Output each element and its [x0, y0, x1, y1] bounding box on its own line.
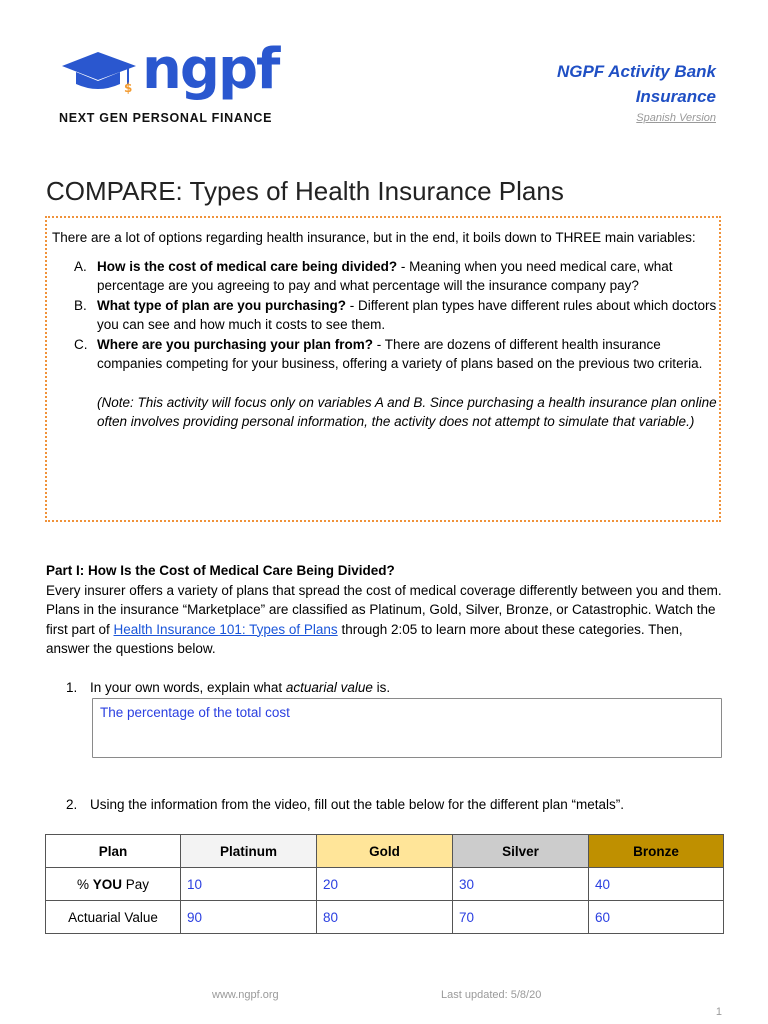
answer-text: The percentage of the total cost [100, 705, 290, 720]
activity-bank-title: NGPF Activity Bank [556, 62, 716, 81]
page-title: COMPARE: Types of Health Insurance Plans [46, 176, 564, 206]
intro-lead: There are a lot of options regarding health insurance, but in the end, it boils down to THREE main variables: [52, 230, 696, 245]
header-cell-plan: Plan [46, 835, 181, 868]
list-marker: B. [74, 297, 87, 313]
question-text-end: is. [372, 680, 391, 695]
row-label-actuarial-value: Actuarial Value [46, 901, 181, 934]
part1-section [46, 561, 722, 659]
video-link[interactable]: Health Insurance 101: Types of Plans [113, 621, 338, 637]
list-item-text: - Meaning when you need medical care, what percentage are you agreeing to pay and what percentage will the insurance company pay? [97, 258, 673, 293]
variables-list [52, 257, 720, 374]
row-label-suffix: Pay [122, 876, 150, 892]
list-item-question: Where are you purchasing your plan from? [97, 336, 374, 352]
table-cell[interactable]: 60 [589, 901, 724, 934]
list-marker: A. [74, 258, 87, 274]
list-item-question: What type of plan are you purchasing? [97, 297, 347, 313]
logo-tagline: NEXT GEN PERSONAL FINANCE [59, 111, 273, 125]
graduation-cap-icon [58, 46, 142, 102]
list-item-text: - Different plan types have different rules about which doctors you can see and how much it costs to see them. [97, 297, 717, 332]
page-number: 1 [715, 1006, 722, 1018]
table-cell[interactable]: 20 [317, 868, 453, 901]
svg-text:$: $ [124, 81, 133, 95]
table-header-row [46, 835, 724, 868]
header-cell-bronze: Bronze [589, 835, 724, 868]
table-cell[interactable]: 10 [181, 868, 317, 901]
intro-note: (Note: This activity will focus only on variables A and B. Since purchasing a health insurance plan online often involves providing personal information, the activity does not attempt to simulate that variable.) [97, 394, 717, 429]
footer-updated: Last updated: 5/8/20 [441, 989, 542, 1001]
logo-wordmark: ngpf [142, 37, 279, 102]
answer-field[interactable] [92, 698, 722, 758]
question-text: In your own words, explain what [90, 680, 286, 695]
list-item-question: How is the cost of medical care being divided? [97, 258, 398, 274]
question-emphasis: actuarial value [285, 680, 373, 695]
table-cell[interactable]: 90 [181, 901, 317, 934]
list-item [52, 296, 720, 335]
part1-body-text: Every insurer offers a variety of plans that spread the cost of medical coverage differently between you and them. Plans in the insurance “Marketplace” are classified as Platinum, Gold, Silver, Bronze, or Catastrophic. Watch the first part of [46, 582, 722, 637]
plan-metals-table [45, 834, 724, 934]
row-label-prefix: % [76, 876, 93, 892]
part1-heading: Part I: How Is the Cost of Medical Care Being Divided? [46, 563, 395, 578]
part1-body-text-end: through 2:05 to learn more about these categories. Then, answer the questions below. [46, 621, 683, 656]
activity-bank-header [557, 59, 716, 127]
table-cell[interactable]: 70 [453, 901, 589, 934]
list-item-text: - There are dozens of different health insurance companies competing for your business, offering a variety of plans based on the previous two criteria. [97, 336, 703, 371]
list-item [52, 335, 720, 374]
intro-content [52, 228, 720, 432]
header-cell-silver: Silver [453, 835, 589, 868]
table-cell[interactable]: 30 [453, 868, 589, 901]
header-cell-gold: Gold [317, 835, 453, 868]
list-item [52, 257, 720, 296]
activity-bank-subtitle: Insurance [635, 87, 716, 106]
header-cell-platinum: Platinum [181, 835, 317, 868]
table-row [46, 868, 724, 901]
list-marker: C. [74, 336, 88, 352]
row-label-you-pay [46, 868, 181, 901]
question-2 [66, 795, 624, 815]
part1-body [46, 581, 722, 659]
table-row [46, 901, 724, 934]
question-text: Using the information from the video, fill out the table below for the different plan “metals”. [90, 797, 625, 812]
ngpf-logo [58, 37, 279, 130]
question-number: 2. [66, 797, 78, 812]
table-cell[interactable]: 40 [589, 868, 724, 901]
question-1 [66, 678, 390, 698]
footer-site: www.ngpf.org [212, 989, 279, 1001]
table-cell[interactable]: 80 [317, 901, 453, 934]
row-label-bold: YOU [92, 876, 122, 892]
question-number: 1. [66, 680, 78, 695]
spanish-version-link[interactable]: Spanish Version [636, 112, 716, 124]
